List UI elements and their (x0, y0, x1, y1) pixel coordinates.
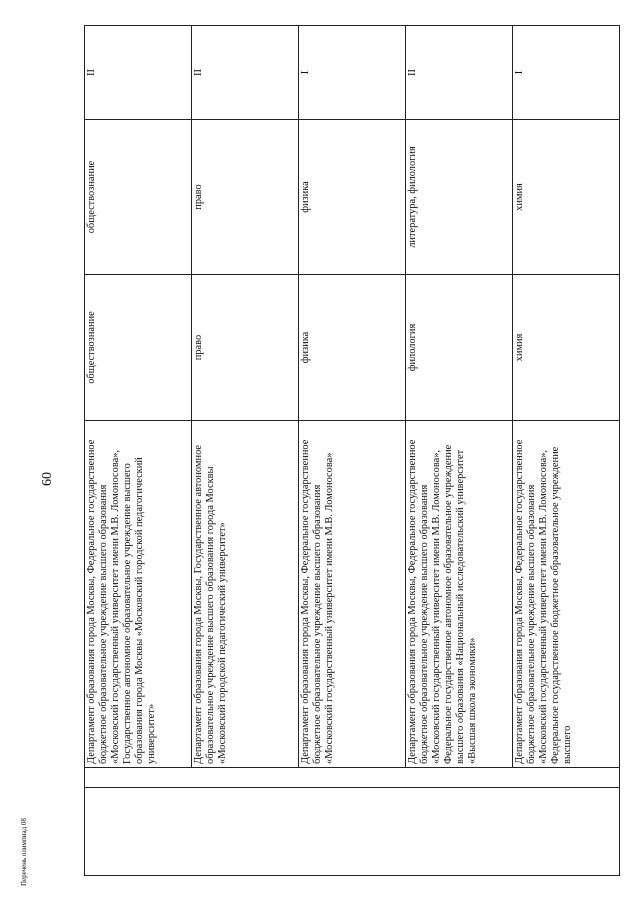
organizers-cell: Департамент образования города Москвы, Федеральное государственное бюджетное образовательное учреждение высшего образования «Московский государственный университет имени М.В. Ломоносова», Федеральное государственное бюджетное образовательное учреждение высшего (513, 421, 620, 768)
olympiad-table (84, 25, 620, 876)
table-row (85, 26, 192, 876)
olympiad-table-rotated (84, 26, 620, 876)
profile-cell: физика (299, 275, 406, 421)
level-cell: I (299, 26, 406, 120)
subject-cell: физика (299, 120, 406, 275)
organizers-cell: Департамент образования города Москвы, Федеральное государственное бюджетное образовательное учреждение высшего образования «Московский государственный университет имени М.В. Ломоносова», Государственное автономное образовательное учреждение высшего образования города Москвы «Московский городской педагогический университет» (85, 421, 192, 768)
profile-cell: обществознание (85, 275, 192, 421)
level-cell: II (406, 26, 513, 120)
level-cell: I (513, 26, 620, 120)
table-row (192, 26, 299, 876)
table-row (406, 26, 513, 876)
profile-cell: право (192, 275, 299, 421)
level-cell: II (192, 26, 299, 120)
footer-note: Перечень олимпиад 08 (20, 818, 28, 886)
profile-cell: химия (513, 275, 620, 421)
level-cell: II (85, 26, 192, 120)
page-number: 60 (40, 472, 55, 486)
table-row (513, 26, 620, 876)
subject-cell: химия (513, 120, 620, 275)
organizers-cell: Департамент образования города Москвы, Федеральное государственное бюджетное образовательное учреждение высшего образования «Московский государственный университет имени М.В. Ломоносова» (299, 421, 406, 768)
empty-cell (85, 788, 620, 876)
subject-cell: обществознание (85, 120, 192, 275)
organizers-cell: Департамент образования города Москвы, Государственное автономное образовательное учреждение высшего образования города Москвы «Московский городской педагогический университет» (192, 421, 299, 768)
organizers-cell: Департамент образования города Москвы, Федеральное государственное бюджетное образовательное учреждение высшего образования «Московский государственный университет имени М.В. Ломоносова», Федеральное государственное автономное образовательное учреждение высшего образования «Национальный исследовательский университет «Высшая школа экономики» (406, 421, 513, 768)
profile-cell: филология (406, 275, 513, 421)
subject-cell: право (192, 120, 299, 275)
table-row (299, 26, 406, 876)
subject-cell: литература, филология (406, 120, 513, 275)
table-body (85, 26, 620, 876)
empty-cell (85, 768, 620, 788)
